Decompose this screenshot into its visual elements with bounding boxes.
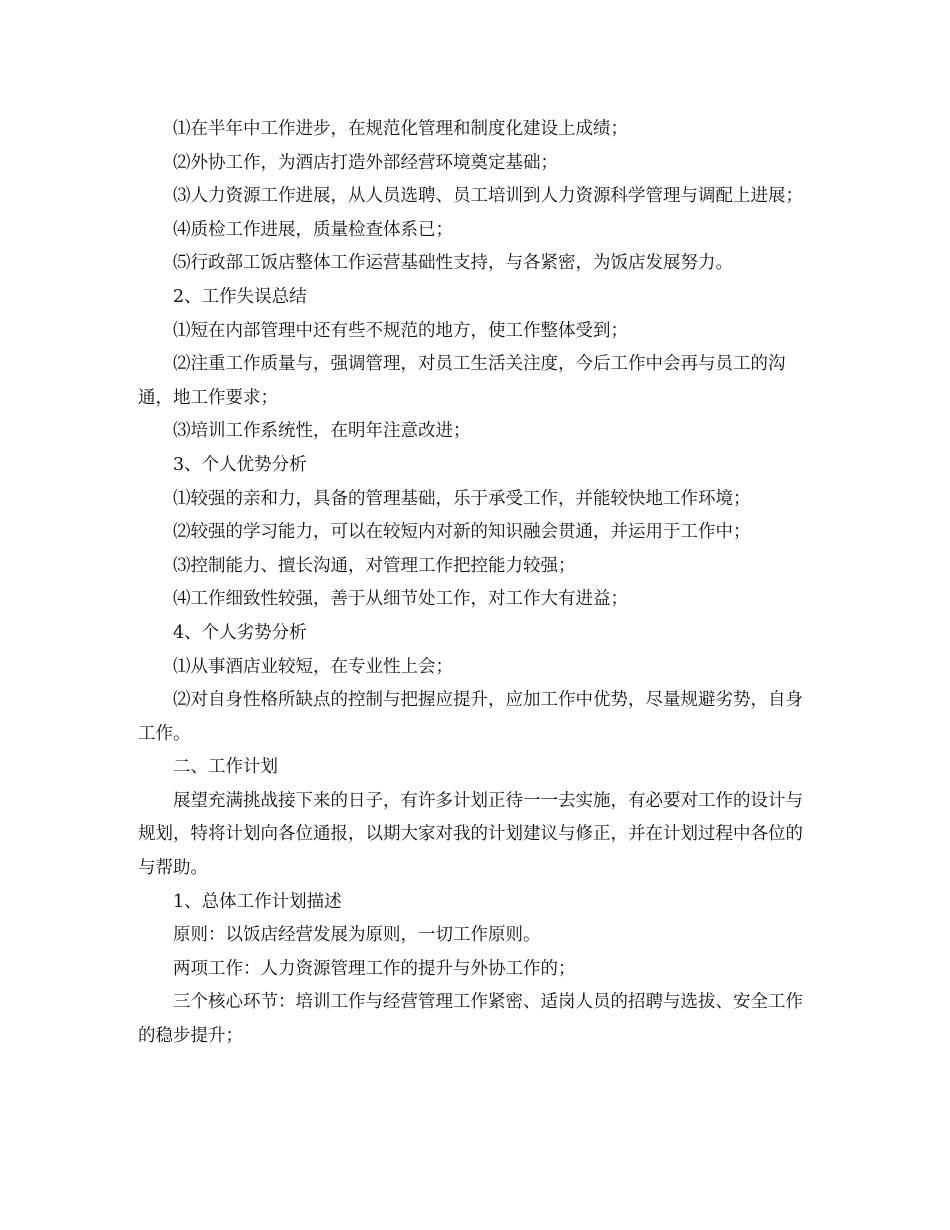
section-heading-work-plan: 二、工作计划 [173, 757, 278, 778]
section-heading-weaknesses: 4、个人劣势分析 [173, 622, 307, 643]
paragraph-achievement-1: ⑴在半年中工作进步，在规范化管理和制度化建设上成绩； [173, 119, 628, 139]
section-heading-mistakes: 2、工作失误总结 [173, 286, 307, 307]
paragraph-achievement-3: ⑶人力资源工作进展，从人员选聘、员工培训到人力资源科学管理与调配上进展； [173, 186, 803, 207]
paragraph-three-core-links: 三个核心环节：培训工作与经营管理工作紧密、适岗人员的招聘与选拔、安全工作的稳步提升； [138, 992, 803, 1047]
paragraph-two-tasks: 两项工作：人力资源管理工作的提升与外协工作的； [173, 958, 576, 979]
document-body [138, 113, 818, 1054]
paragraph-mistake-2: ⑵注重工作质量与，强调管理，对员工生活关注度，今后工作中会再与员工的沟通，地工作要求； [138, 354, 786, 408]
paragraph-plan-intro: 展望充满挑战接下来的日子，有许多计划正待一一去实施，有必要对工作的设计与规划，特将计划向各位通报，以期大家对我的计划建议与修正，并在计划过程中各位的与帮助。 [138, 790, 803, 879]
paragraph-achievement-2: ⑵外协工作，为酒店打造外部经营环境奠定基础； [173, 152, 558, 173]
paragraph-strength-4: ⑷工作细致性较强，善于从细节处工作，对工作大有进益； [173, 589, 628, 610]
paragraph-mistake-3: ⑶培训工作系统性，在明年注意改进； [173, 421, 471, 442]
paragraph-strength-2: ⑵较强的学习能力，可以在较短内对新的知识融会贯通，并运用于工作中； [173, 522, 751, 543]
paragraph-strength-3: ⑶控制能力、擅长沟通，对管理工作把控能力较强； [173, 555, 576, 576]
paragraph-achievement-4: ⑷质检工作进展，质量检查体系已； [173, 219, 453, 240]
section-heading-strengths: 3、个人优势分析 [173, 454, 307, 475]
paragraph-achievement-5: ⑸行政部工饭店整体工作运营基础性支持，与各紧密，为饭店发展努力。 [173, 253, 733, 274]
paragraph-strength-1: ⑴较强的亲和力，具备的管理基础，乐于承受工作，并能较快地工作环境； [173, 488, 751, 509]
paragraph-principle: 原则：以饭店经营发展为原则，一切工作原则。 [173, 925, 541, 946]
paragraph-mistake-1: ⑴短在内部管理中还有些不规范的地方，使工作整体受到； [173, 320, 628, 341]
section-heading-overall-plan: 1、总体工作计划描述 [173, 891, 342, 912]
paragraph-weakness-2: ⑵对自身性格所缺点的控制与把握应提升，应加工作中优势，尽量规避劣势，自身工作。 [138, 690, 803, 744]
paragraph-weakness-1: ⑴从事酒店业较短，在专业性上会； [173, 656, 453, 677]
